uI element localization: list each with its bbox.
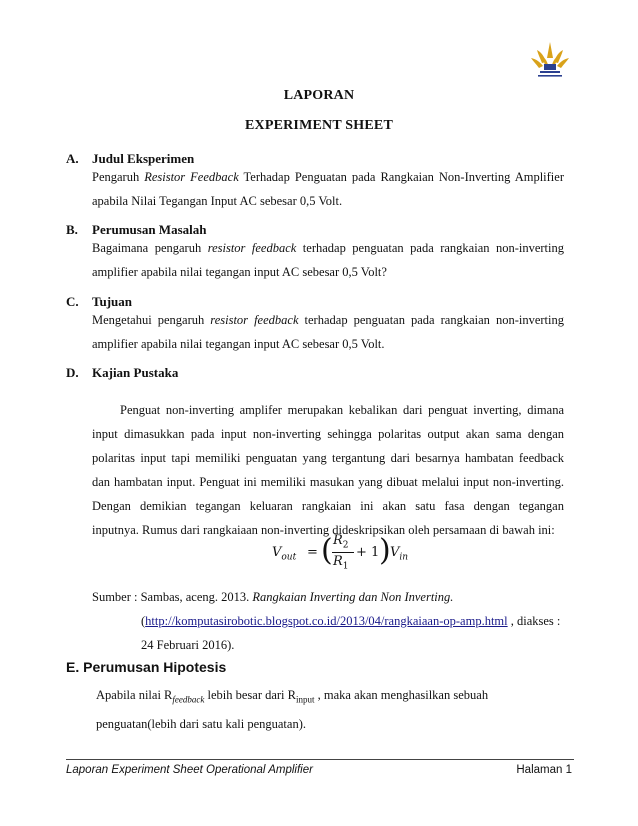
formula-plus-one: + 1 [356, 545, 380, 560]
source-link[interactable]: http://komputasirobotic.blogspot.co.id/2013/04/rangkaiaan-op-amp.html [145, 614, 508, 628]
footer-document-title: Laporan Experiment Sheet Operational Amplifier [66, 764, 313, 776]
section-b-line-2: amplifier apabila nilai tegangan input AC sebesar 0,5 Volt? [92, 265, 387, 279]
formula-right-paren: ) [379, 533, 391, 568]
section-a-line-2: apabila Nilai Tegangan Input AC sebesar 0,5 Volt. [92, 194, 343, 208]
section-b-line-1: Bagaimana pengaruh resistor feedback terhadap penguatan pada rangkaian non-inverting [92, 241, 565, 255]
section-e-body [96, 683, 566, 736]
resistor-feedback-term: resistor feedback [210, 313, 299, 327]
section-c-line-2: amplifier apabila nilai tegangan input AC sebesar 0,5 Volt. [92, 337, 385, 351]
section-a-line-1: Pengaruh Resistor Feedback Terhadap Penguatan pada Rangkaian Non-Inverting Amplifier [92, 170, 564, 184]
formula-rhs: $V_{in}$ [390, 545, 409, 563]
section-d-line-2: input dimasukkan pada input non-inverting sehingga polaritas output akan sama dengan [92, 427, 564, 441]
source-line-2: (http://komputasirobotic.blogspot.co.id/2013/04/rangkaiaan-op-amp.html , diakses : [141, 614, 561, 628]
source-title: Rangkaian Inverting dan Non Inverting. [252, 590, 454, 604]
source-line-1: Sumber : Sambas, aceng. 2013. Rangkaian Inverting dan Non Inverting. [92, 590, 454, 604]
section-d-heading [66, 365, 178, 381]
section-a-title: Judul Eksperimen [92, 151, 195, 166]
section-e-heading: E. Perumusan Hipotesis [66, 659, 227, 675]
section-d-title: Kajian Pustaka [92, 365, 179, 380]
section-c-letter: C. [66, 294, 79, 309]
section-d-line-6: inputnya. Rumus dari rangkaiaan non-inverting dideskripsikan oleh persamaan di bawah ini: [92, 523, 555, 537]
footer-divider [66, 759, 574, 760]
section-d-line-3: polaritas input tapi memiliki penguatan yang tergantung dari besarnya hambatan feedback [92, 451, 564, 465]
formula-denominator: $R_1$ [333, 554, 349, 572]
formula-lhs: $V_{out}$ [272, 545, 297, 563]
section-c-body [92, 308, 564, 356]
formula-numerator: $R_2$ [333, 533, 349, 551]
resistor-feedback-term: resistor feedback [207, 241, 297, 255]
section-b-title: Perumusan Masalah [92, 222, 207, 237]
section-e-line-1: Apabila nilai $R_{feedback}$ lebih besar dari $R_{input}$ , maka akan menghasilkan sebuah [96, 688, 489, 705]
section-e-line-2: penguatan(lebih dari satu kali penguatan). [96, 716, 306, 731]
title-experiment-sheet: EXPERIMENT SHEET [244, 118, 394, 133]
formula-equals: = [307, 545, 318, 560]
resistor-feedback-term: Resistor Feedback [144, 170, 239, 184]
section-d-line-5: Dengan demikian tegangan keluaran rangkaian ini akan satu fasa dengan tegangan [92, 499, 564, 513]
source-date: 24 Februari 2016). [141, 638, 235, 652]
footer-page-number: Halaman 1 [516, 764, 572, 776]
section-d-body [92, 398, 564, 542]
section-a-letter: A. [66, 151, 79, 166]
section-c-line-1: Mengetahui pengaruh resistor feedback terhadap penguatan pada rangkaian non-inverting [92, 313, 565, 327]
section-a-body [92, 165, 564, 213]
section-d-line-1: Penguat non-inverting amplifer merupakan kebalikan dari penguat inverting, dimana [120, 403, 564, 417]
section-b-body [92, 236, 564, 284]
section-c-title: Tujuan [92, 294, 132, 309]
formula-fraction-bar [332, 552, 354, 553]
section-b-letter: B. [66, 222, 78, 237]
section-d-letter: D. [66, 365, 79, 380]
university-logo [527, 40, 573, 80]
section-d-line-4: dan hambatan input. Penguat ini memiliki masukan yang dibuat melalui input non-inverting. [92, 475, 564, 489]
title-laporan: LAPORAN [283, 88, 355, 103]
formula-left-paren: ( [321, 533, 333, 568]
